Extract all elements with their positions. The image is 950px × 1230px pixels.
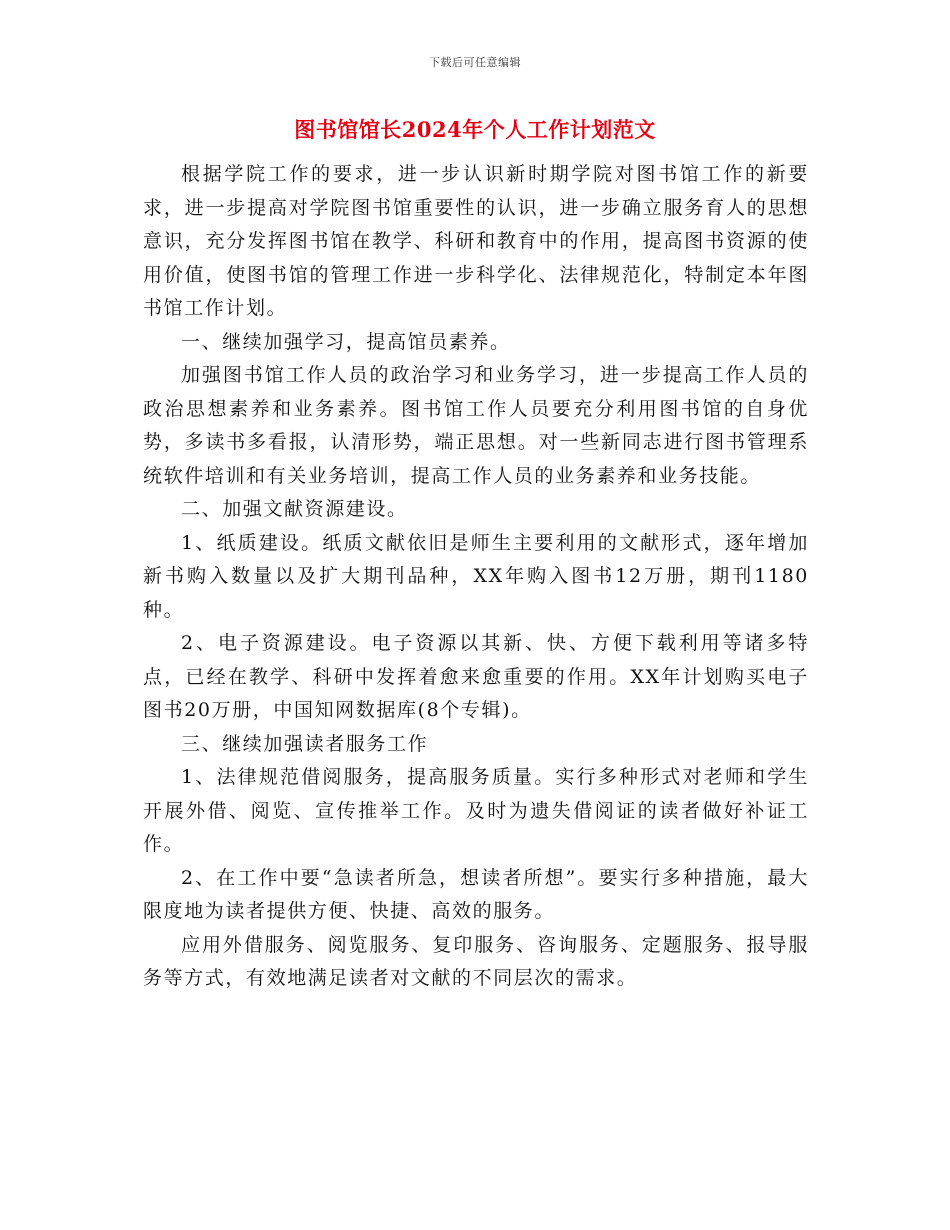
section-heading-2: 二、加强文献资源建设。	[181, 498, 408, 520]
paragraph-reader-first: 2、在工作中要“急读者所急，想读者所想”。要实行多种措施，最大限度地为读者提供方便、快捷、高效的服务。	[143, 866, 809, 922]
document-title: 图书馆馆长2024年个人工作计划范文	[294, 117, 656, 142]
paragraph-paper-resources: 1、纸质建设。纸质文献依旧是师生主要利用的文献形式，逐年增加新书购入数量以及扩大期刊品种，XX年购入图书12万册，期刊1180种。	[143, 531, 809, 621]
paragraph-service-methods: 应用外借服务、阅览服务、复印服务、咨询服务、定题服务、报导服务等方式，有效地满足读者对文献的不同层次的需求。	[143, 933, 809, 989]
paragraph-electronic-resources: 2、电子资源建设。电子资源以其新、快、方便下载利用等诸多特点，已经在教学、科研中发挥着愈来愈重要的作用。XX年计划购买电子图书20万册，中国知网数据库(8个专辑)。	[143, 632, 809, 721]
paragraph-intro: 根据学院工作的要求，进一步认识新时期学院对图书馆工作的新要求，进一步提高对学院图书馆重要性的认识，进一步确立服务育人的思想意识，充分发挥图书馆在教学、科研和教育中的作用，提高图书资源的使用价值，使图书馆的管理工作进一步科学化、法律规范化，特制定本年图书馆工作计划。	[143, 163, 809, 319]
header-note: 下载后可任意编辑	[429, 56, 521, 69]
document-body	[143, 158, 809, 996]
paragraph-lending-service: 1、法律规范借阅服务，提高服务质量。实行多种形式对老师和学生开展外借、阅览、宣传推举工作。及时为遗失借阅证的读者做好补证工作。	[143, 766, 809, 855]
section-heading-1: 一、继续加强学习，提高馆员素养。	[181, 330, 511, 353]
section-heading-3: 三、继续加强读者服务工作	[181, 732, 429, 755]
paragraph-study: 加强图书馆工作人员的政治学习和业务学习，进一步提高工作人员的政治思想素养和业务素养。图书馆工作人员要充分利用图书馆的自身优势，多读书多看报，认清形势，端正思想。对一些新同志进行图书管理系统软件培训和有关业务培训，提高工作人员的业务素养和业务技能。	[143, 364, 809, 487]
